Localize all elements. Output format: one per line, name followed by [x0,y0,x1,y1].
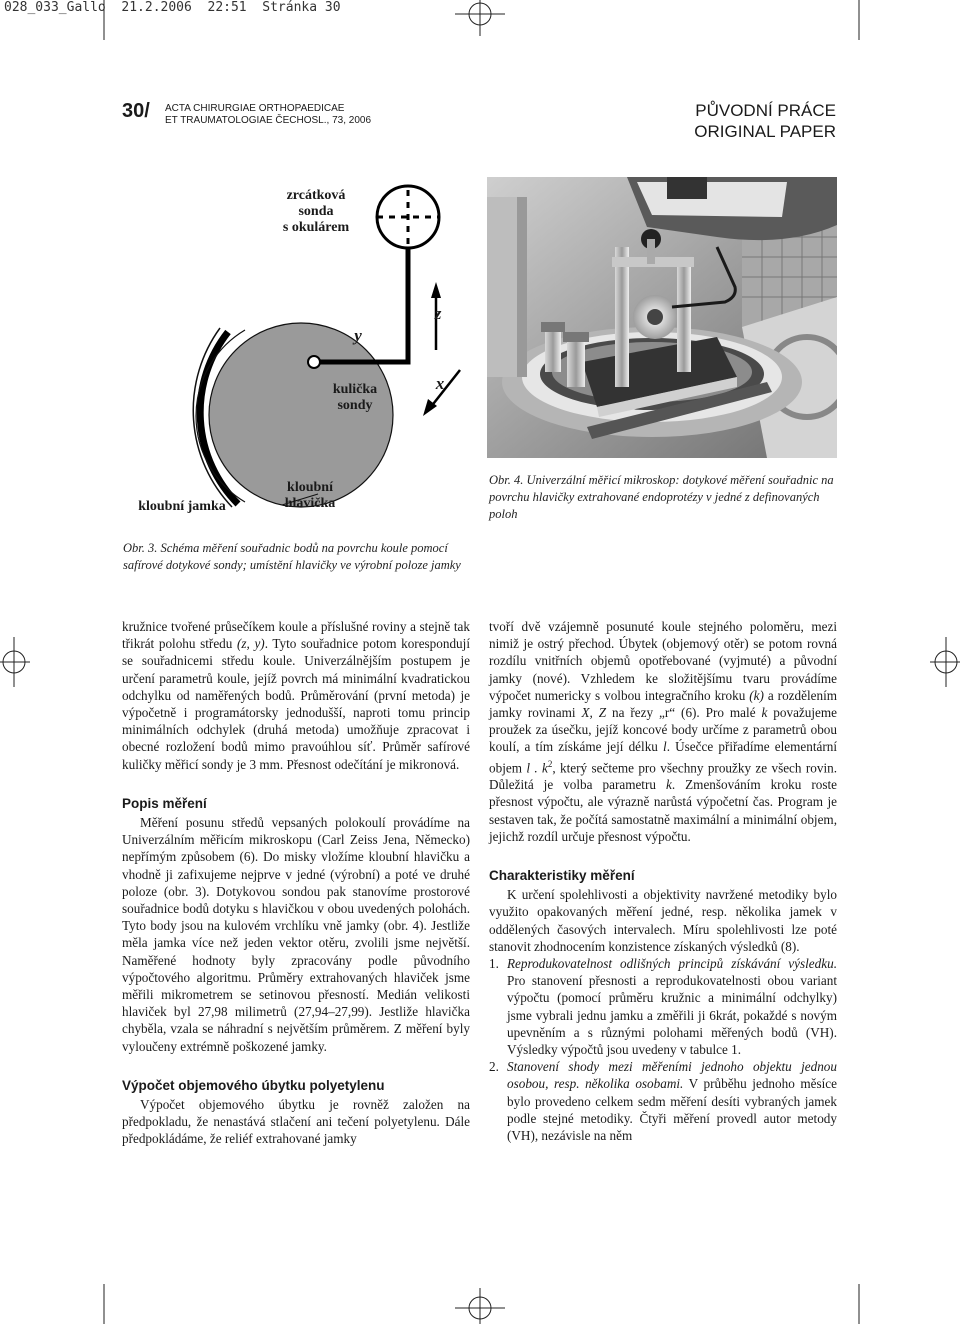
right-text-column [489,618,837,1144]
section-label [694,100,836,142]
registration-mark-left [0,637,30,687]
left-p1-text-b: . Tyto souřadnice potom korespondují se souřadnicemi středu koule. Univerzálnějším postupem je určení parametrů koule, jejíž povrch má minimální kvadratickou odchylku od naměřených bodů. Průměrování (první metoda) je výpočetně i programátorsky jednodušší, naproti tomu princip minimálních odchylek (druhá metoda) umožňuje zpracovat i obecné rozložení bodů mimo pravoúhlou síť. Průměr safírové kuličky měřicí sondy je 3 mm. Přesnost odečítání je mikronová. [122,636,470,772]
crop-mark-top-left [90,0,120,50]
right-p1-l2: l . k [526,760,548,776]
figure4-caption: Obr. 4. Univerzální měřicí mikroskop: dotykové měření souřadnic na povrchu hlavičky extrahované endoprotézy v jedné z definovaných poloh [489,473,834,521]
probe-tip-ball [308,356,320,368]
label-mirror-probe-line3: s okulárem [282,220,350,235]
section-label-czech: PŮVODNÍ PRÁCE [695,101,836,120]
heading-charakteristiky-mereni: Charakteristiky měření [489,868,635,884]
label-joint-socket: kloubní jamka [138,499,226,514]
list-item-2 [489,1058,837,1144]
figure3-caption: Obr. 3. Schéma měření souřadnic bodů na povrchu koule pomocí safírové dotykové sondy; umístění hlavičky ve výrobní poloze jamky [123,541,461,572]
crop-mark-bottom-left [90,1284,120,1324]
axis-z-arrowhead [431,282,441,298]
list-item-1 [489,955,837,1058]
label-probe-ball-line1: kulička [332,382,378,397]
right-p1-c: na řezy „r“ (6). Pro malé [606,705,762,721]
figure3-diagram [120,170,480,530]
left-p1-zy: (z, y) [237,636,265,652]
right-p1-k2: k [761,705,768,721]
registration-mark-right [930,637,960,687]
axis-y-label: y [354,326,362,345]
right-p1-f: , který sečteme pro všechny proužky ze všech rovin. Důležitá je volba parametru [489,760,837,793]
label-joint-head-line2: hlavička [284,496,336,511]
journal-name [165,103,371,127]
page-number: 30/ [122,100,150,122]
list-item-2-title: Stanovení shody mezi měřeními jednoho objektu jednou osobou, resp. několika osobami. [507,1059,837,1092]
right-p1-g: . Zmenšováním kroku roste přesnost výpočtu, ale výrazně narůstá výpočetní čas. Program je sestaven tak, že počítá samostatně maximální a minimální objem, jejichž rozdíl určuje přesnost výpočtu. [489,777,837,844]
label-mirror-probe [270,188,362,236]
right-p1-d: považujeme proužek za úsečku, jejíž koncové body určíme z parametrů obou koulí, a tím získáme její délku [489,705,838,755]
right-p1-a: tvoří dvě vzájemně posunuté koule stejného poloměru, mezi nimiž je ostrý přechod. Úbytek (objemový otěr) se potom rovná rozdílu vnitřních objemů opotřebované (vyjmuté) a původní jamky (nové). Vzhledem ke složitějšímu tvaru provádíme výpočet numericky s volbou integračního kroku [489,619,837,703]
left-text-column [122,618,470,1148]
list-item-1-title: Reprodukovatelnost odlišných principů získávání výsledku. [507,956,837,972]
right-p1-b: a rozdělením jamky rovinami [489,687,837,721]
left-p1-text-a: kružnice tvořené průsečíkem koule a příslušné roviny a stejně tak třikrát polohu středu [122,619,470,652]
list-item-2-text: V průběhu jednoho měsíce bylo provedeno celkem sedm měření desíti vybraných jamek podle stejné metodiky. Čtyři měření provedl autor metody (VH), nezávisle na něm [507,1076,837,1144]
left-paragraph-2: Měření posunu středů vepsaných polokoulí provádíme na Univerzálním měřicím mikroskopu (Carl Zeiss Jena, Německo) nepřímým způsobem (6). Do misky vložíme kloubní hlavičku a vhodně ji zafixujeme nejprve v jedné (výrobní) a poté ve druhé poloze (obr. 3). Dotykovou sondou pak stanovíme prostorové souřadnice bodů dotyku s hlavičkou v obou uvedených polohách. Tyto body jsou na kulovém vrchlíku vně jamky (obr. 4). Jestliže měla jamka více než jeden vektor otěru, zvolili jsme největší. Naměřené hodnoty byly zpracovány podle původního výpočtového algoritmu. Průměry extrahovaných hlaviček jsme měřili mikrometrem se setinovou přesností. Medián velikosti hlaviček byl 27,98 milimetrů (27,94–27,99). Jestliže hlavička chyběla, vzala se náhradní s největším průměrem. Z měření byly vyloučeny extrémně poškozené jamky. [122,815,470,1054]
right-p1-l: l [663,739,667,755]
label-probe-ball [325,382,385,414]
left-paragraph-1 [122,618,470,773]
right-p1-e: . Úsečce přiřadíme elementární objem [489,739,837,776]
microscope-photo-illustration [487,177,837,458]
crop-mark-top-right [845,0,875,50]
list-item-1-number: 1. [489,956,499,972]
registration-mark-top [455,0,505,36]
journal-name-line2: ET TRAUMATOLOGIAE ČECHOSL., 73, 2006 [165,115,372,126]
list-item-2-number: 2. [489,1059,499,1075]
label-probe-ball-line2: sondy [337,398,373,413]
label-joint-head-line1: kloubní [287,480,333,495]
right-paragraph-2: K určení spolehlivosti a objektivity navržené metodiky bylo využito opakovaných měření jedné, resp. několika jamek v oddělených časových intervalech. Míru spolehlivosti lze poté stanovit zhodnocením konzistence získaných výsledků (8). [489,887,837,954]
right-p1-k: (k) [749,687,764,703]
label-mirror-probe-line1: zrcátková [286,188,346,203]
figure4-photo [487,177,837,458]
right-p1-xz: X, Z [581,705,607,721]
label-mirror-probe-line2: sonda [298,204,334,219]
heading-vypocet-objemoveho-ubytku: Výpočet objemového úbytku polyetylenu [122,1077,385,1093]
registration-mark-bottom [455,1288,505,1324]
right-paragraph-1 [489,618,837,845]
section-label-english: ORIGINAL PAPER [694,122,836,141]
journal-name-line1: ACTA CHIRURGIAE ORTHOPAEDICAE [165,103,345,114]
heading-popis-mereni: Popis měření [122,795,207,811]
right-p1-k3: k [665,777,672,793]
axis-z-label: z [434,304,442,323]
crop-mark-bottom-right [845,1284,875,1324]
label-joint-head [270,480,350,512]
right-p1-sup: 2 [547,758,553,769]
axis-x-label: x [435,374,445,393]
list-item-1-text: Pro stanovení přesnosti a reprodukovatelnosti obou variant výpočtu (pomocí průměru kružnic a minimální odchylky) jsme vybrali jednu jamku a změřili ji 6krát, pokaždé s novým upevněním a s různými polohami měřených bodů (VH). Výsledky výpočtů jsou uvedeny v tabulce 1. [507,973,837,1058]
print-slug: 028_033_Gallo 21.2.2006 22:51 Stránka 30 [4,0,341,15]
left-paragraph-3: Výpočet objemového úbytku je rovněž založen na předpokladu, že nenastává stlačení ani tečení polyetylenu. Dále předpokládáme, že reliéf extrahované jamky [122,1097,470,1147]
